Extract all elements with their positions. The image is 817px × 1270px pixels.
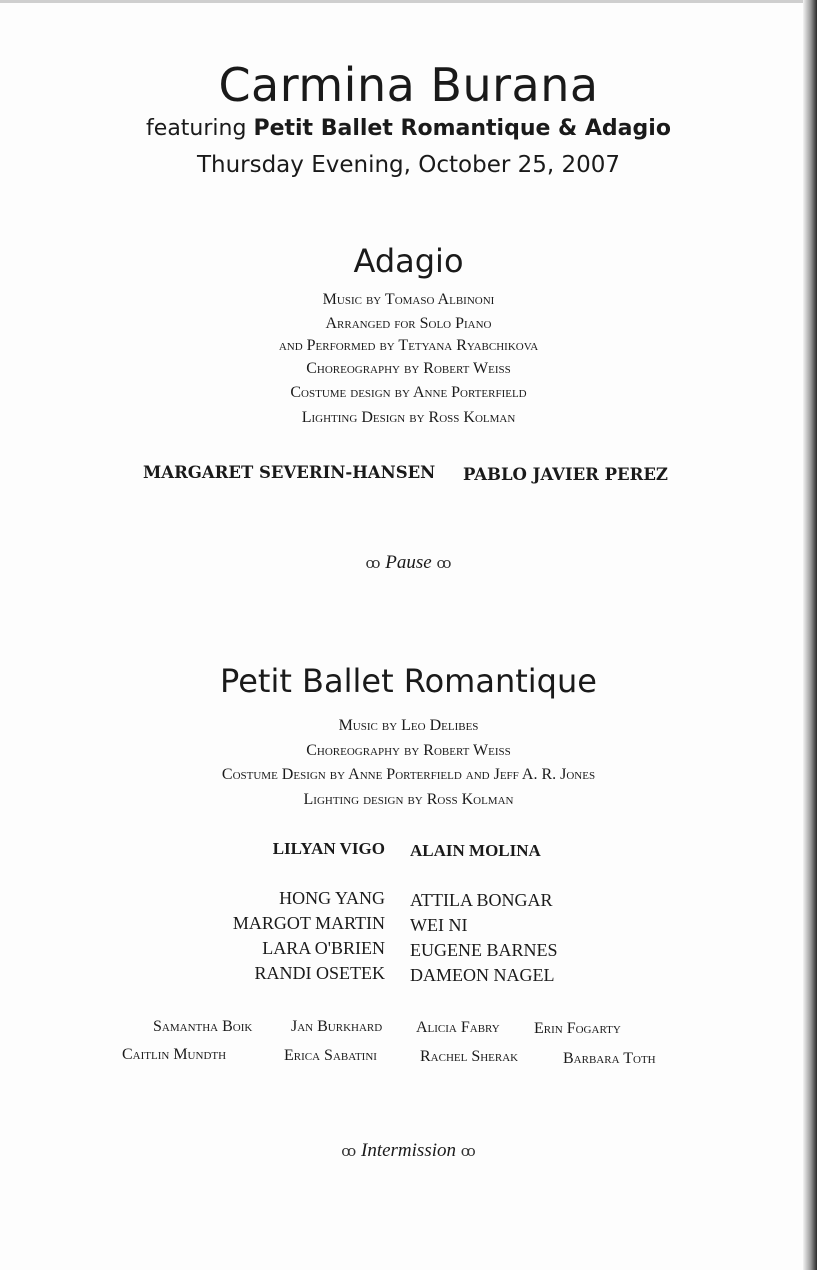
adagio-credit-arranged: Arranged for Solo Piano [325,314,492,332]
featuring-prefix: featuring [146,116,247,141]
pause-line [0,552,817,574]
petit-credit-choreography: Choreography by Robert Weiss [306,741,511,759]
adagio-title: Adagio [353,242,464,280]
featuring-line [0,116,817,141]
corps-row2-3: Rachel Sherak [420,1048,519,1065]
corps-row1-1: Samantha Boik [153,1018,253,1035]
adagio-credits [0,288,817,430]
corps-row2-1: Caitlin Mundth [122,1046,227,1063]
principal-left: LILYAN VIGO [272,839,385,858]
pause-label: Pause [385,552,432,573]
cast-left-4: RANDI OSETEK [254,963,385,983]
petit-credit-music: Music by Leo Delibes [338,717,479,734]
adagio-dancer-1: MARGARET SEVERIN-HANSEN [143,463,436,482]
corps-row2-4: Barbara Toth [563,1050,656,1067]
intermission-label: Intermission [361,1140,456,1161]
petit-credit-lighting: Lighting design by Ross Kolman [303,790,514,808]
ornament-right-icon: ꝏ [460,1144,476,1160]
petit-ballet-title: Petit Ballet Romantique [220,662,597,700]
petit-credit-costume: Costume Design by Anne Porterfield and Jeff A. R. Jones [221,766,596,783]
cast-left-column [233,886,385,986]
cast-right-3: EUGENE BARNES [410,940,558,960]
adagio-dancer-2: PABLO JAVIER PEREZ [463,465,668,484]
page-binding-edge [803,0,817,1270]
adagio-credit-costume: Costume design by Anne Porterfield [290,384,527,401]
ornament-left-icon: ꝏ [341,1144,357,1160]
cast-right-1: ATTILA BONGAR [410,890,553,910]
page-top-edge [0,0,817,3]
cast-right-4: DAMEON NAGEL [410,965,555,985]
corps-row2-2: Erica Sabatini [284,1047,377,1064]
ornament-left-icon: ꝏ [365,556,381,572]
principal-right: ALAIN MOLINA [410,841,541,860]
cast-right-2: WEI NI [410,915,468,935]
adagio-credit-choreography: Choreography by Robert Weiss [306,359,511,377]
featuring-works: Petit Ballet Romantique & Adagio [253,116,671,141]
corps-row1-4: Erin Fogarty [534,1020,621,1037]
adagio-credit-performed: and Performed by Tetyana Ryabchikova [278,336,539,354]
corps-row1-3: Alicia Fabry [416,1019,500,1036]
cast-left-1: HONG YANG [279,888,385,908]
adagio-credit-lighting: Lighting Design by Ross Kolman [301,408,516,426]
cast-right-column [410,888,558,988]
ornament-right-icon: ꝏ [436,556,452,572]
intermission-line [0,1140,817,1162]
program-title: Carmina Burana [218,58,599,112]
corps-row1-2: Jan Burkhard [291,1018,383,1035]
adagio-credit-music: Music by Tomaso Albinoni [322,291,495,308]
performance-date: Thursday Evening, October 25, 2007 [196,152,621,178]
cast-left-2: MARGOT MARTIN [232,913,385,933]
cast-left-3: LARA O'BRIEN [262,938,385,958]
petit-credits [0,714,817,812]
